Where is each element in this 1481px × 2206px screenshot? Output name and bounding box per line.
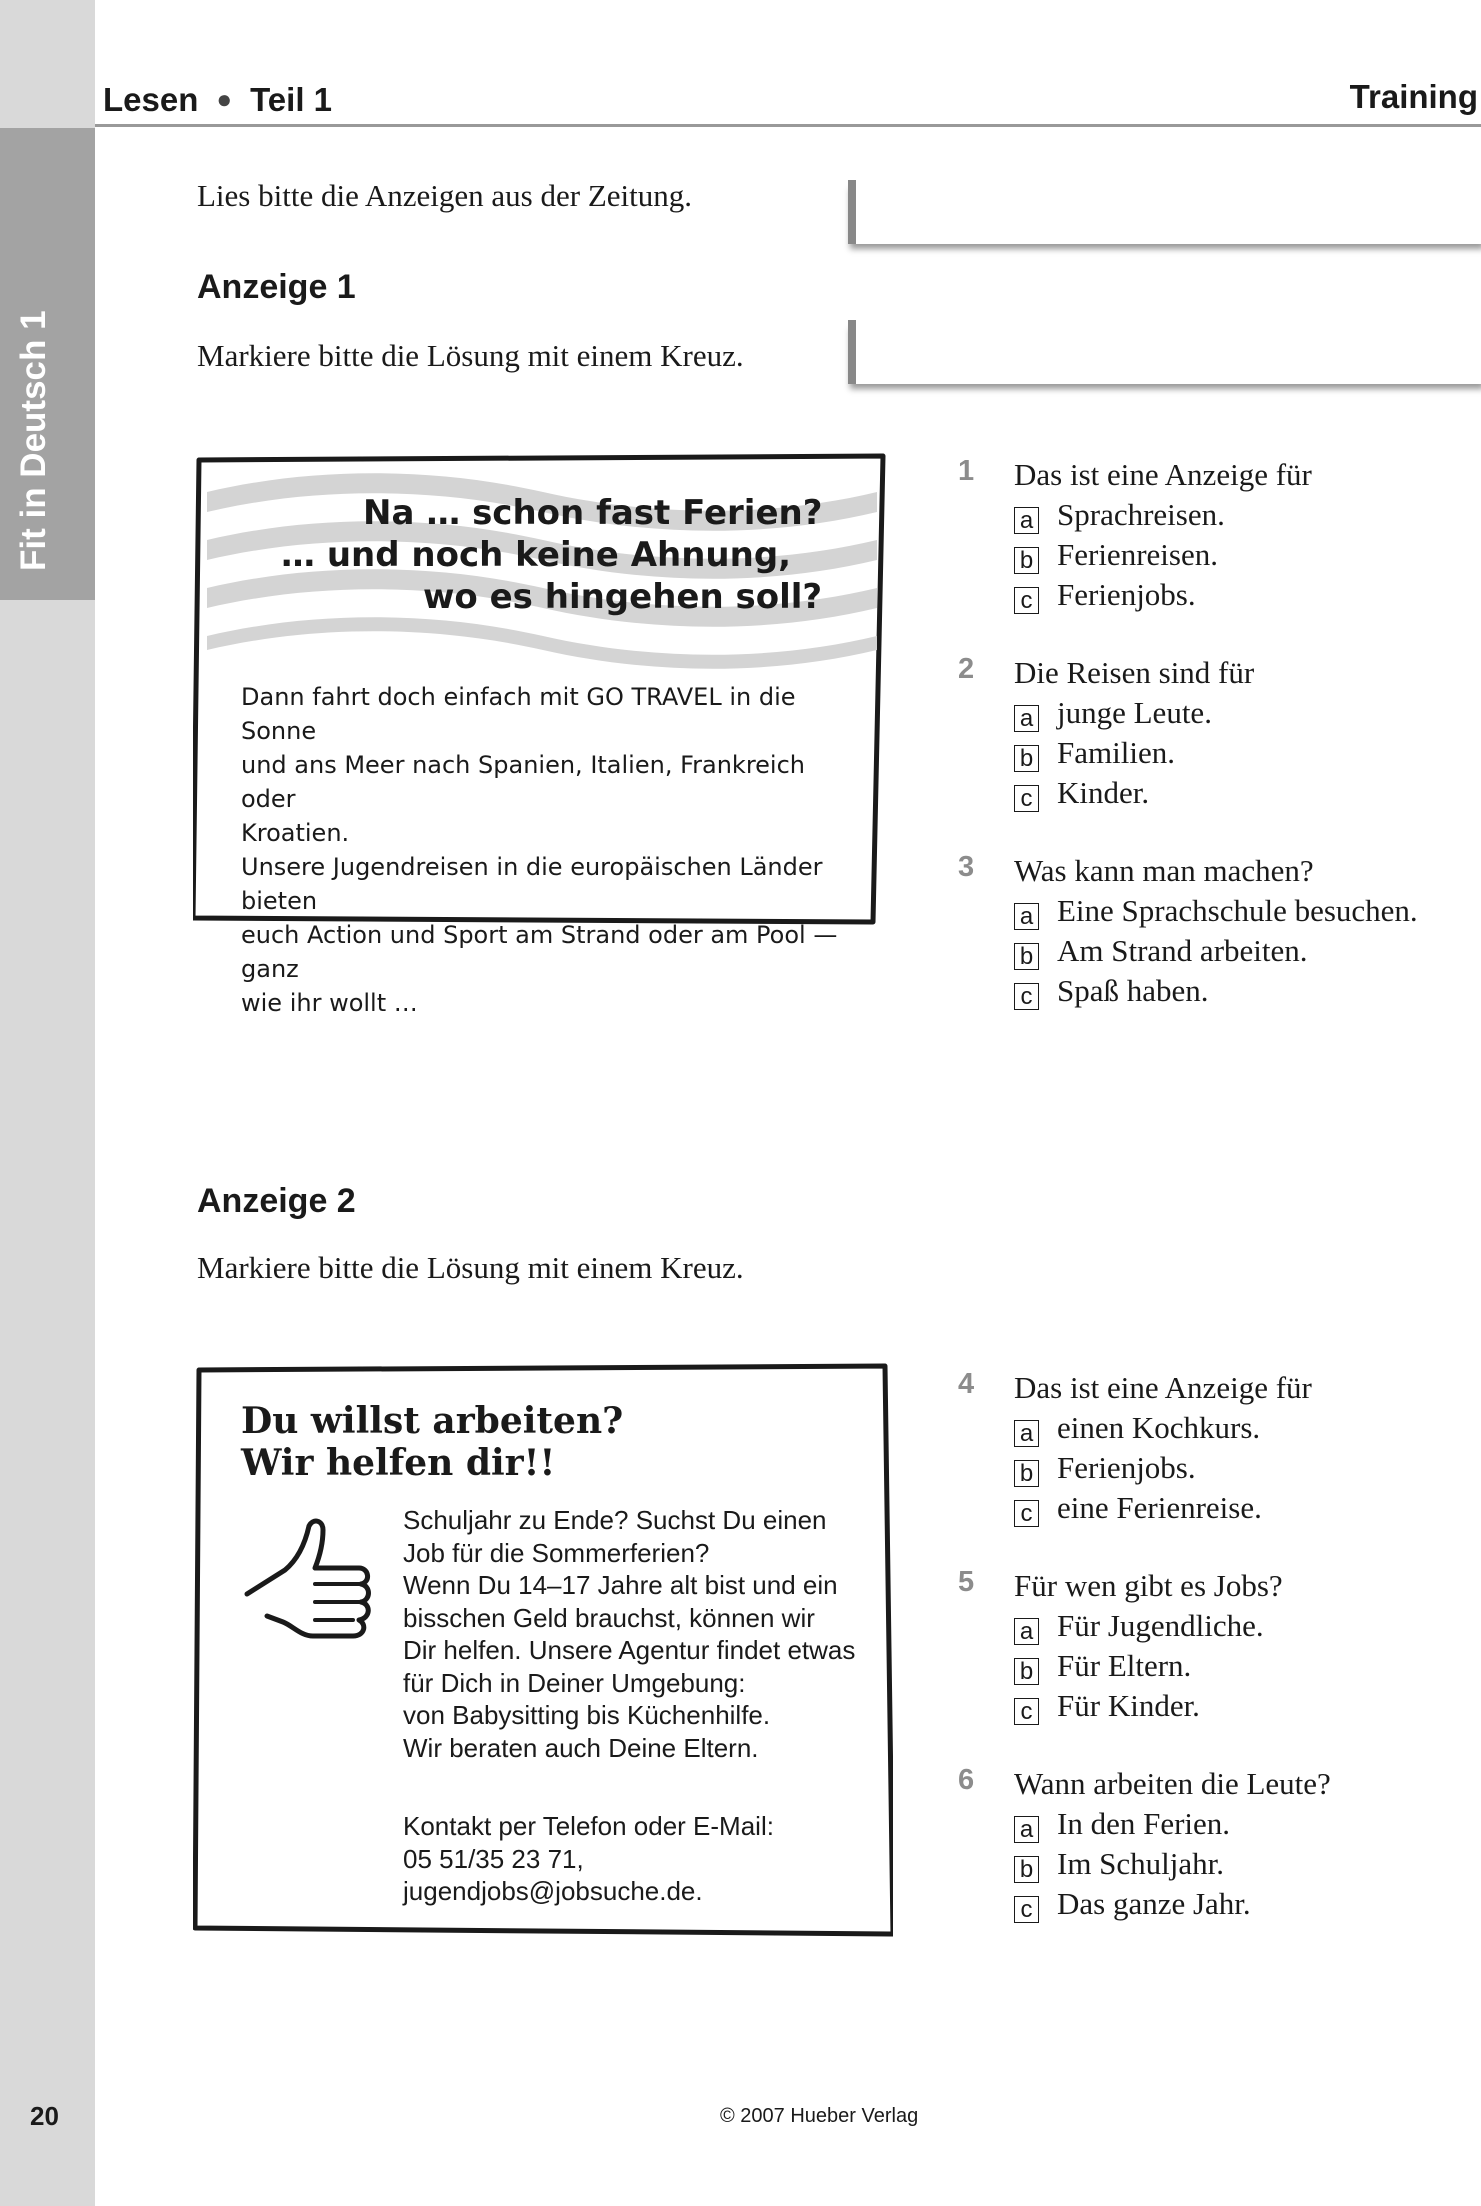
page-number: 20: [30, 2101, 59, 2131]
option-checkbox[interactable]: c: [1014, 1896, 1039, 1923]
header-divider: [95, 124, 1481, 127]
option-checkbox[interactable]: c: [1014, 983, 1039, 1010]
ad2-body-line: Schuljahr zu Ende? Suchst Du einen: [403, 1505, 827, 1535]
question-5: [958, 1566, 1478, 1726]
ad2-body-line: bisschen Geld brauchst, können wir: [403, 1602, 815, 1633]
ad2-body: [403, 1504, 873, 1764]
ad1-headline-line: Na … schon fast Ferien?: [363, 493, 823, 533]
ad2-body-line: Dir helfen. Unsere Agentur findet etwas: [403, 1635, 856, 1665]
ad2-headline-line: Du willst arbeiten?: [241, 1400, 624, 1442]
option-text: Ferienjobs.: [1057, 1450, 1196, 1485]
option-text: Spaß haben.: [1057, 973, 1209, 1008]
ad1-headline-line: wo es hingehen soll?: [423, 577, 823, 617]
option-b[interactable]: [1014, 1844, 1481, 1884]
question-number: 3: [958, 851, 975, 883]
ad2-box: [193, 1362, 893, 1942]
option-checkbox[interactable]: b: [1014, 1658, 1039, 1685]
option-a[interactable]: [1014, 1606, 1481, 1646]
question-1: [958, 455, 1478, 615]
ad2-contact-line: 05 51/35 23 71,: [403, 1843, 584, 1874]
answer-box-1[interactable]: [848, 180, 1481, 244]
option-a[interactable]: [1014, 495, 1481, 535]
option-a[interactable]: [1014, 693, 1481, 733]
question-text: Das ist eine Anzeige für: [1014, 1370, 1312, 1405]
ad2-instruction: Markiere bitte die Lösung mit einem Kreuz.: [197, 1250, 744, 1285]
question-text: Für wen gibt es Jobs?: [1014, 1568, 1283, 1603]
option-text: In den Ferien.: [1057, 1806, 1231, 1841]
ad1-body-line: euch Action und Sport am Strand oder am Pool — ganz: [241, 921, 838, 983]
question-number: 4: [958, 1368, 975, 1400]
option-text: Für Kinder.: [1057, 1688, 1200, 1723]
option-checkbox[interactable]: c: [1014, 587, 1039, 614]
question-number: 6: [958, 1764, 975, 1796]
option-b[interactable]: [1014, 1646, 1481, 1686]
ad1-headline-line: … und noch keine Ahnung,: [281, 535, 792, 575]
ad1-body: [241, 680, 851, 1020]
option-a[interactable]: [1014, 1408, 1481, 1448]
option-text: Für Jugendliche.: [1057, 1608, 1264, 1643]
copyright-footer: © 2007 Hueber Verlag: [720, 2105, 919, 2127]
ad2-title: Anzeige 2: [197, 1182, 356, 1220]
option-c[interactable]: [1014, 1884, 1481, 1924]
option-c[interactable]: [1014, 971, 1481, 1011]
option-checkbox[interactable]: b: [1014, 745, 1039, 772]
ad2-body-line: Job für die Sommerferien?: [403, 1537, 710, 1568]
ad1-body-line: Dann fahrt doch einfach mit GO TRAVEL in die Sonne: [241, 683, 796, 745]
ad2-contact-line: jugendjobs@jobsuche.de.: [403, 1876, 703, 1906]
header-label: Training: [1349, 78, 1478, 115]
option-checkbox[interactable]: b: [1014, 1856, 1039, 1883]
ad2-body-line: Wenn Du 14–17 Jahre alt bist und ein: [403, 1570, 838, 1600]
ad2-headline: [241, 1400, 623, 1484]
question-3: [958, 851, 1478, 1011]
option-text: Familien.: [1057, 735, 1175, 770]
option-text: einen Kochkurs.: [1057, 1410, 1261, 1445]
ad2-headline-line: Wir helfen dir!!: [241, 1442, 556, 1484]
option-c[interactable]: [1014, 773, 1481, 813]
section-name: Lesen: [103, 81, 199, 118]
intro-text: Lies bitte die Anzeigen aus der Zeitung.: [197, 178, 692, 213]
option-checkbox[interactable]: a: [1014, 1618, 1039, 1645]
ad1-body-line: und ans Meer nach Spanien, Italien, Frankreich oder: [241, 751, 805, 813]
option-text: Sprachreisen.: [1057, 497, 1225, 532]
question-4: [958, 1368, 1478, 1528]
option-checkbox[interactable]: c: [1014, 785, 1039, 812]
option-c[interactable]: [1014, 1488, 1481, 1528]
option-checkbox[interactable]: a: [1014, 1816, 1039, 1843]
option-checkbox[interactable]: c: [1014, 1698, 1039, 1725]
sidebar-tab: [0, 128, 95, 600]
question-number: 1: [958, 455, 975, 487]
option-text: Das ganze Jahr.: [1057, 1886, 1251, 1921]
option-checkbox[interactable]: c: [1014, 1500, 1039, 1527]
question-text: Wann arbeiten die Leute?: [1014, 1766, 1331, 1801]
option-text: eine Ferienreise.: [1057, 1490, 1262, 1525]
ad1-body-line: wie ihr wollt …: [241, 989, 418, 1017]
question-group-1: [958, 455, 1478, 1049]
question-number: 5: [958, 1566, 975, 1598]
question-text: Die Reisen sind für: [1014, 655, 1255, 690]
option-checkbox[interactable]: a: [1014, 1420, 1039, 1447]
ad2-contact-line: Kontakt per Telefon oder E-Mail:: [403, 1811, 774, 1841]
option-b[interactable]: [1014, 1448, 1481, 1488]
thumbs-up-icon: [243, 1514, 383, 1654]
section-part: Teil 1: [250, 81, 333, 118]
option-text: Eine Sprachschule besuchen.: [1057, 893, 1418, 928]
option-b[interactable]: [1014, 931, 1481, 971]
header-section: [103, 81, 332, 119]
option-b[interactable]: [1014, 535, 1481, 575]
question-group-2: [958, 1368, 1478, 1962]
book-title: Fit in Deutsch 1: [14, 310, 53, 571]
option-text: junge Leute.: [1057, 695, 1212, 730]
option-text: Am Strand arbeiten.: [1057, 933, 1308, 968]
option-checkbox[interactable]: b: [1014, 1460, 1039, 1487]
bullet-icon: ●: [216, 84, 233, 114]
question-text: Das ist eine Anzeige für: [1014, 457, 1312, 492]
option-a[interactable]: [1014, 1804, 1481, 1844]
question-6: [958, 1764, 1478, 1924]
question-number: 2: [958, 653, 975, 685]
ad1-body-line: Unsere Jugendreisen in die europäischen Länder bieten: [241, 853, 823, 915]
option-checkbox[interactable]: b: [1014, 547, 1039, 574]
option-text: Ferienreisen.: [1057, 537, 1218, 572]
ad1-box: [193, 452, 893, 1017]
ad1-title: Anzeige 1: [197, 268, 356, 306]
option-text: Ferienjobs.: [1057, 577, 1196, 612]
ad2-contact: [403, 1810, 873, 1908]
option-b[interactable]: [1014, 733, 1481, 773]
ad2-body-line: Wir beraten auch Deine Eltern.: [403, 1732, 759, 1763]
option-a[interactable]: [1014, 891, 1481, 931]
ad1-body-line: Kroatien.: [241, 819, 350, 847]
answer-box-2[interactable]: [848, 320, 1481, 384]
option-text: Kinder.: [1057, 775, 1150, 810]
ad1-instruction: Markiere bitte die Lösung mit einem Kreuz.: [197, 338, 744, 373]
ad2-body-line: von Babysitting bis Küchenhilfe.: [403, 1700, 771, 1730]
option-checkbox[interactable]: a: [1014, 507, 1039, 534]
option-checkbox[interactable]: a: [1014, 705, 1039, 732]
option-checkbox[interactable]: a: [1014, 903, 1039, 930]
option-checkbox[interactable]: b: [1014, 943, 1039, 970]
option-text: Für Eltern.: [1057, 1648, 1192, 1683]
question-2: [958, 653, 1478, 813]
question-text: Was kann man machen?: [1014, 853, 1314, 888]
ad2-body-line: für Dich in Deiner Umgebung:: [403, 1667, 746, 1698]
option-c[interactable]: [1014, 575, 1481, 615]
option-c[interactable]: [1014, 1686, 1481, 1726]
sidebar: [0, 0, 95, 2206]
option-text: Im Schuljahr.: [1057, 1846, 1225, 1881]
